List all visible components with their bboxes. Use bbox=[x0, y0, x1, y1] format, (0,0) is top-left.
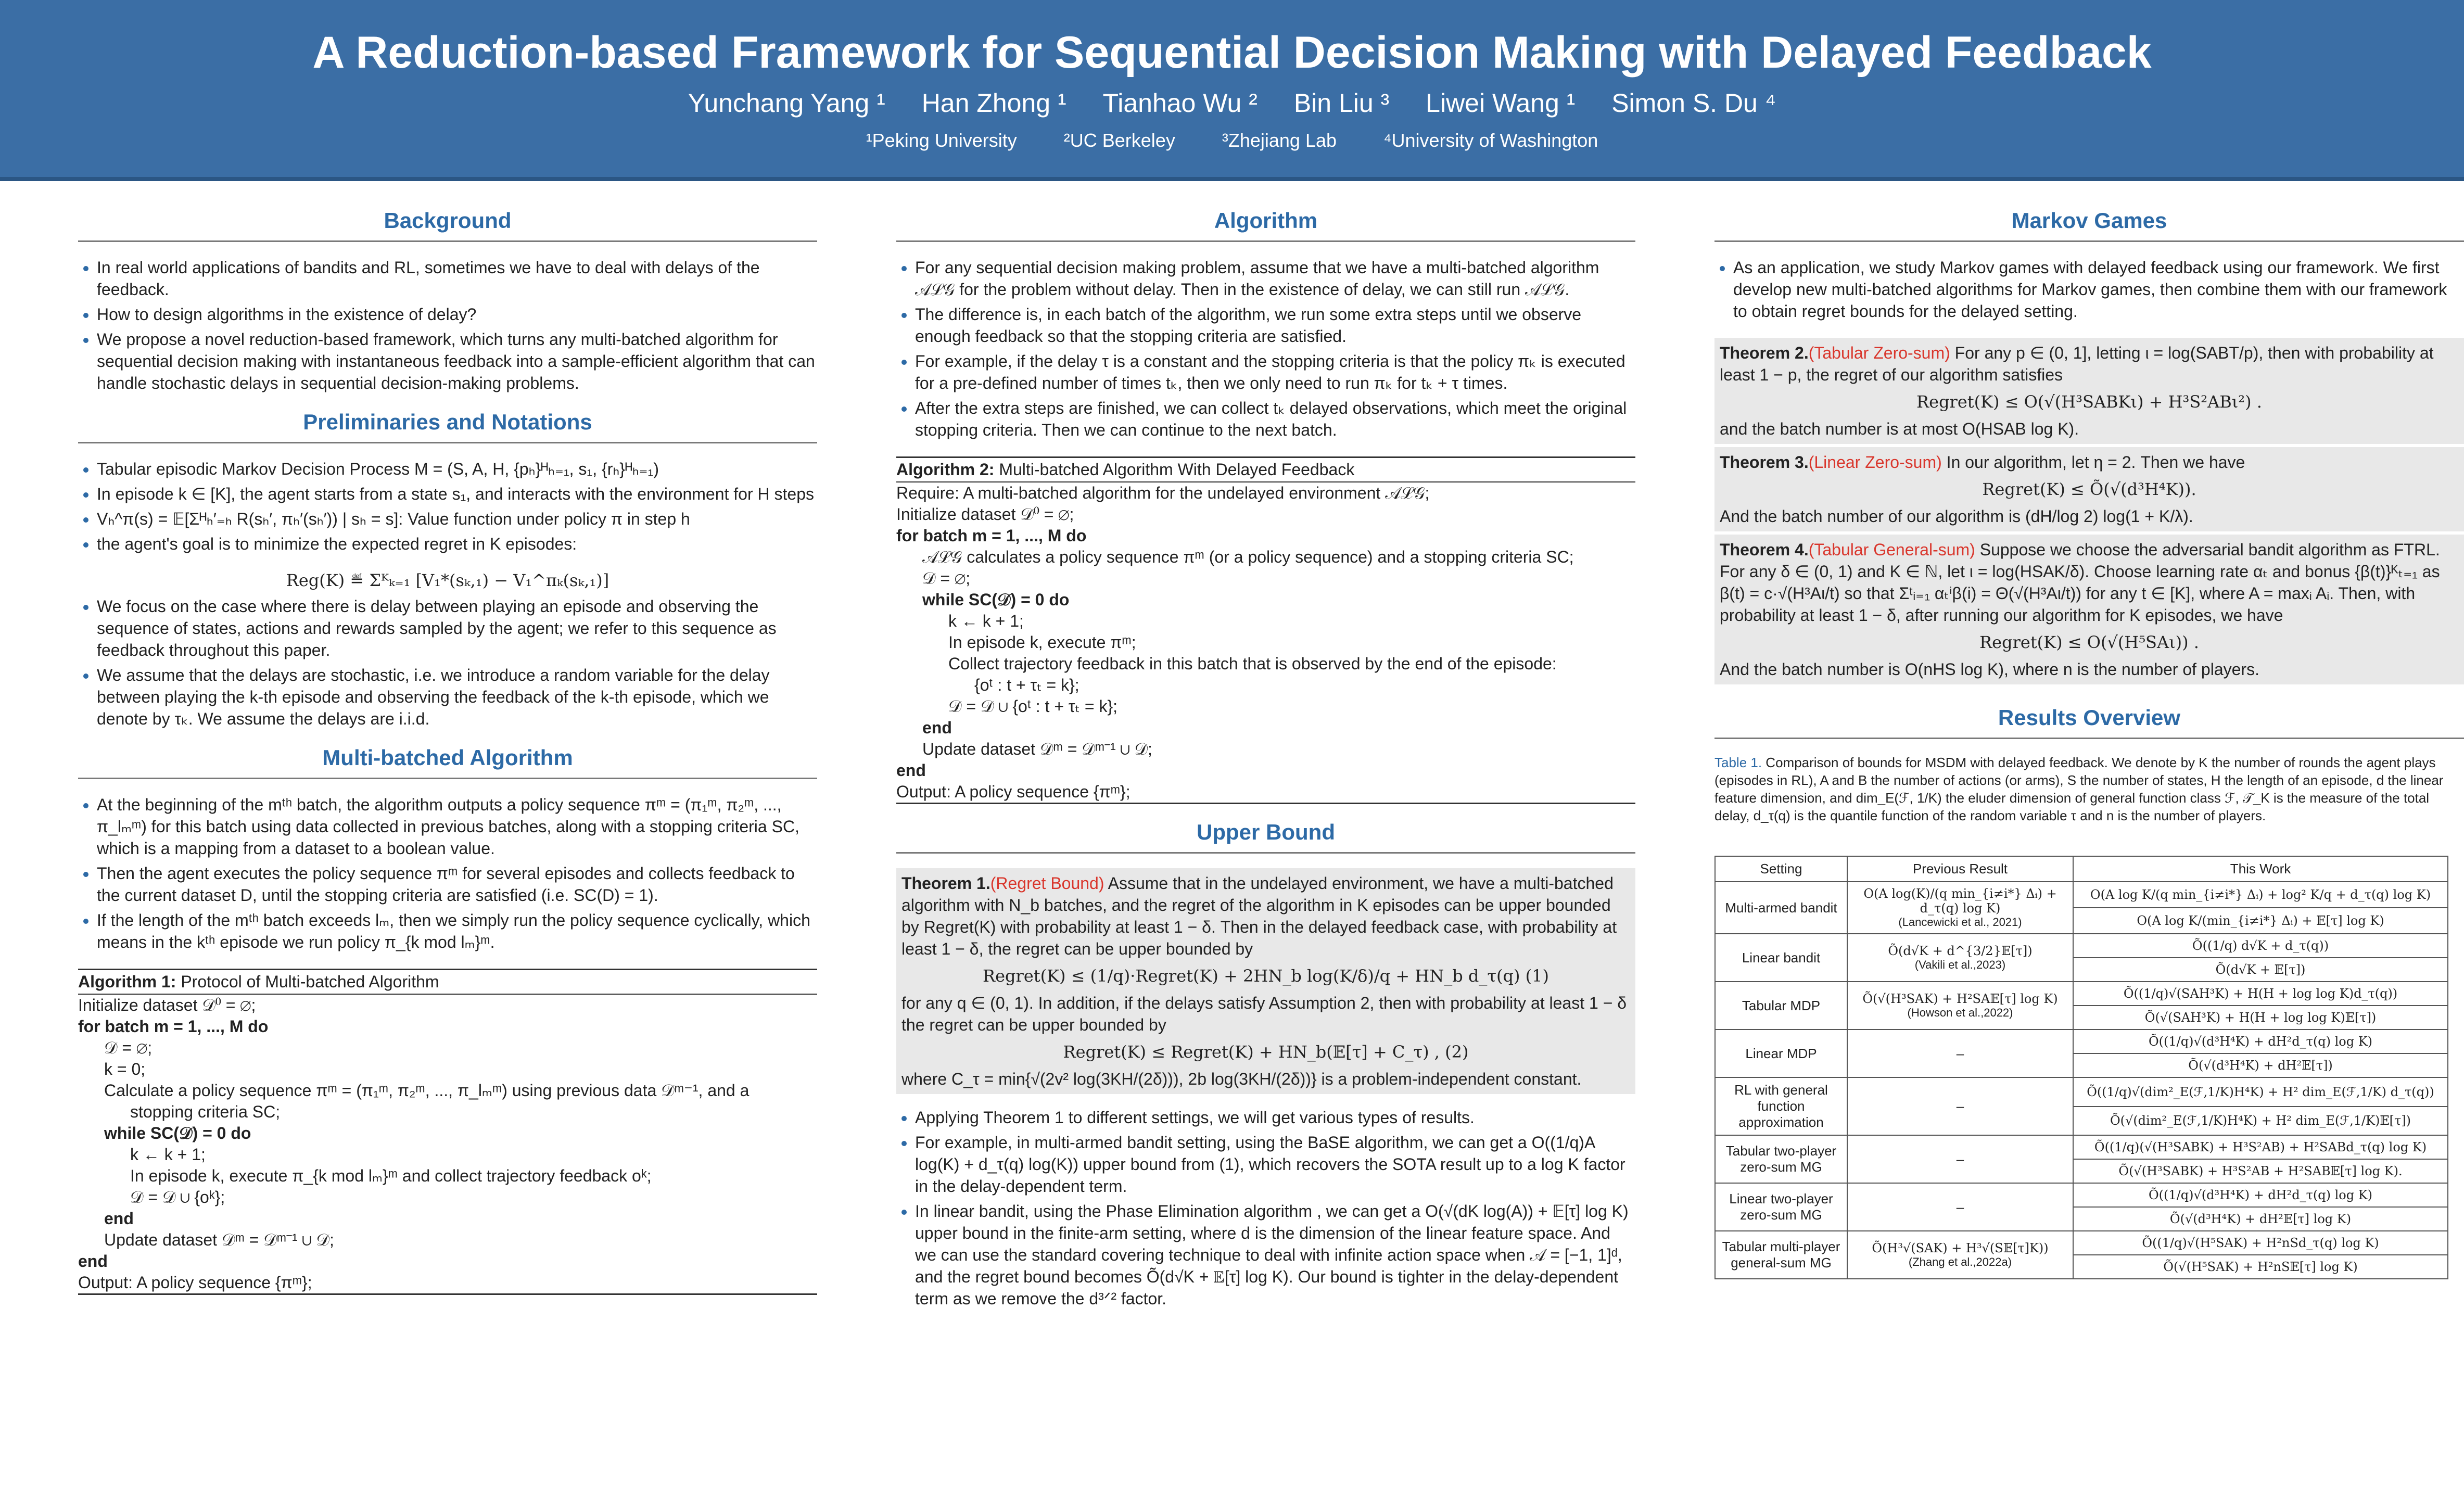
equation-2: Regret(K) ≤ Regret(K) + HN_b(𝔼[τ] + C_τ) , (2) bbox=[1063, 1042, 1469, 1062]
algorithm-line: for batch m = 1, ..., M do bbox=[78, 1017, 269, 1036]
theorem-text: where C_τ = min{√(2v² log(3KH/(2δ))), 2b log(3KH/(2δ))} is a problem-independent constant. bbox=[901, 1070, 1582, 1088]
table-row bbox=[1715, 1135, 2448, 1159]
list-item: • We assume that the delays are stochastic, i.e. we introduce a random variable for the delay between playing the k-th episode and observing the feedback of the k-th episode, which we denote by τₖ. We assume the delays are i.i.d. bbox=[97, 664, 817, 730]
algorithm-line: Collect trajectory feedback in this batch that is observed by the end of the episode: bbox=[948, 654, 1557, 673]
this-work-cell: Õ((1/q) d√K + d_τ(q)) bbox=[2073, 934, 2448, 958]
previous-result-cell bbox=[1847, 1231, 2073, 1279]
theorem-4-box bbox=[1714, 535, 2464, 684]
table-row bbox=[1715, 1231, 2448, 1255]
list-item: • For any sequential decision making problem, assume that we have a multi-batched algorithm 𝒜ℒ𝒢 for the problem without delay. Then in the existence of delay, we can still run 𝒜ℒ𝒢. bbox=[915, 257, 1635, 300]
table-row bbox=[1715, 934, 2448, 958]
algorithm-line: Output: A policy sequence {πᵐ}; bbox=[78, 1273, 312, 1292]
previous-result-ref: (Howson et al.,2022) bbox=[1907, 1006, 2013, 1019]
previous-result-cell: – bbox=[1847, 1135, 2073, 1183]
list-item: • Vₕ^π(s) = 𝔼[Σᴴₕ′₌ₕ R(sₕ′, πₕ′(sₕ′)) | sₕ = s]: Value function under policy π in step h bbox=[97, 508, 817, 530]
previous-result-cell: – bbox=[1847, 1030, 2073, 1077]
setting-cell: Linear two-player zero-sum MG bbox=[1715, 1183, 1847, 1231]
this-work-cell: Õ(√(H³SABK) + H³S²AB + H²SAB𝔼[τ] log K). bbox=[2073, 1159, 2448, 1183]
multibatch-list bbox=[78, 794, 817, 953]
this-work-cell: Õ((1/q)√(dim²_E(ℱ,1/K)H⁴K) + H² dim_E(ℱ,1/K) d_τ(q)) bbox=[2073, 1077, 2448, 1107]
list-item: • At the beginning of the mᵗʰ batch, the algorithm outputs a policy sequence πᵐ = (π₁ᵐ, π₂ᵐ, ..., π_lₘᵐ) for this batch using data collected in previous batches, along with a stopping criteria SC, which is a mapping from a dataset to a boolean value. bbox=[97, 794, 817, 859]
upper-bound-list bbox=[896, 1107, 1635, 1310]
algorithm-line: while SC(𝒟) = 0 do bbox=[922, 590, 1070, 609]
algorithm-line: Update dataset 𝒟ᵐ = 𝒟ᵐ⁻¹ ∪ 𝒟; bbox=[104, 1230, 334, 1249]
this-work-cell: Õ(d√K + 𝔼[τ]) bbox=[2073, 958, 2448, 982]
algorithm-line: Calculate a policy sequence πᵐ = (π₁ᵐ, π₂ᵐ, ..., π_lₘᵐ) using previous data 𝒟ᵐ⁻¹, and a bbox=[104, 1081, 750, 1100]
algorithm-1-header bbox=[78, 970, 817, 995]
algorithm-line: Initialize dataset 𝒟⁰ = ∅; bbox=[896, 505, 1074, 524]
this-work-cell: Õ((1/q)√(d³H⁴K) + dH²d_τ(q) log K) bbox=[2073, 1030, 2448, 1053]
regret-equation: Reg(K) ≝ Σᴷₖ₌₁ [V₁*(sₖ,₁) − V₁^πₖ(sₖ,₁)] bbox=[286, 570, 609, 590]
list-item: • As an application, we study Markov games with delayed feedback using our framework. We first develop new multi-batched algorithms for Markov games, then combine them with our framework to obtain regret bounds for the delayed setting. bbox=[1733, 257, 2464, 322]
this-work-cell: O(A log K/(q min_{i≠i*} Δᵢ) + log² K/q + d_τ(q) log K) bbox=[2073, 882, 2448, 908]
theorem-text: and the batch number is at most O(HSAB log K). bbox=[1720, 420, 2079, 438]
previous-result-ref: (Vakili et al.,2023) bbox=[1914, 958, 2006, 971]
algorithm-line: In episode k, execute πᵐ; bbox=[948, 633, 1136, 652]
previous-result-cell bbox=[1847, 982, 2073, 1030]
affiliation: ²UC Berkeley bbox=[1063, 130, 1175, 151]
theorem-equation: Regret(K) ≤ Õ(√(d³H⁴K)). bbox=[1982, 479, 2196, 499]
affiliation-list bbox=[0, 130, 2464, 151]
theorem-text: In our algorithm, let η = 2. Then we have bbox=[1941, 453, 2245, 472]
column-right bbox=[1714, 208, 2464, 1478]
column-header: Previous Result bbox=[1847, 856, 2073, 882]
markov-title: Markov Games bbox=[1714, 208, 2464, 242]
theorem-label: Theorem 1. bbox=[901, 874, 990, 893]
table-row bbox=[1715, 1077, 2448, 1107]
algorithm-line: 𝒟 = 𝒟 ∪ {oᵏ}; bbox=[130, 1188, 225, 1206]
algorithm-line: for batch m = 1, ..., M do bbox=[896, 526, 1087, 545]
algorithm-line: end bbox=[78, 1252, 108, 1271]
theorem-3-box bbox=[1714, 447, 2464, 531]
column-middle bbox=[896, 208, 1635, 1478]
algorithm-label: Algorithm 2: bbox=[896, 460, 995, 479]
previous-result: Õ(√(H³SAK) + H²SA𝔼[τ] log K) bbox=[1862, 992, 2058, 1006]
poster-header bbox=[0, 0, 2464, 181]
multibatch-title: Multi-batched Algorithm bbox=[78, 745, 817, 779]
algorithm-line: k ← k + 1; bbox=[130, 1145, 206, 1164]
algorithm-name: Multi-batched Algorithm With Delayed Feedback bbox=[999, 460, 1355, 479]
theorem-1-box bbox=[896, 868, 1635, 1094]
previous-result: O(A log(K)/(q min_{i≠i*} Δᵢ) + d_τ(q) log K) bbox=[1863, 886, 2057, 916]
list-item: • We propose a novel reduction-based framework, which turns any multi-batched algorithm for sequential decision making with instantaneous feedback into a sample-efficient algorithm that can handle stochastic delays in sequential decision-making problems. bbox=[97, 328, 817, 394]
list-item: • Tabular episodic Markov Decision Process M = (S, A, H, {pₕ}ᴴₕ₌₁, s₁, {rₕ}ᴴₕ₌₁) bbox=[97, 458, 817, 480]
algorithm-2-header bbox=[896, 458, 1635, 482]
column-header: Setting bbox=[1715, 856, 1847, 882]
previous-result-cell: – bbox=[1847, 1183, 2073, 1231]
list-item: • In real world applications of bandits and RL, sometimes we have to deal with delays of the feedback. bbox=[97, 257, 817, 300]
algorithm-name: Protocol of Multi-batched Algorithm bbox=[181, 972, 439, 991]
previous-result-ref: (Lancewicki et al., 2021) bbox=[1898, 916, 2022, 929]
background-title: Background bbox=[78, 208, 817, 242]
table-row bbox=[1715, 882, 2448, 908]
algorithm-line: Initialize dataset 𝒟⁰ = ∅; bbox=[78, 996, 256, 1014]
algorithm-title: Algorithm bbox=[896, 208, 1635, 242]
theorem-equation: Regret(K) ≤ O(√(H³SABKι) + H³S²ABι²) . bbox=[1916, 392, 2262, 412]
algorithm-line: 𝒟 = ∅; bbox=[104, 1038, 153, 1057]
author: Tianhao Wu ² bbox=[1102, 88, 1258, 118]
this-work-cell: Õ(√(SAH³K) + H(H + log log K)𝔼[τ]) bbox=[2073, 1006, 2448, 1030]
author: Bin Liu ³ bbox=[1293, 88, 1390, 118]
this-work-cell: Õ((1/q)√(SAH³K) + H(H + log log K)d_τ(q)) bbox=[2073, 982, 2448, 1006]
previous-result-cell bbox=[1847, 882, 2073, 934]
algorithm-line: Require: A multi-batched algorithm for the undelayed environment 𝒜ℒ𝒢; bbox=[896, 484, 1430, 502]
algorithm-line: stopping criteria SC; bbox=[130, 1102, 281, 1121]
table-row bbox=[1715, 1183, 2448, 1207]
column-left bbox=[78, 208, 817, 1478]
this-work-cell: O(A log K/(min_{i≠i*} Δᵢ) + 𝔼[τ] log K) bbox=[2073, 908, 2448, 934]
algorithm-line: end bbox=[922, 718, 952, 737]
this-work-cell: Õ(√(H⁵SAK) + H²nS𝔼[τ] log K) bbox=[2073, 1255, 2448, 1279]
algorithm-line: end bbox=[896, 761, 926, 780]
this-work-cell: Õ((1/q)√(H⁵SAK) + H²nSd_τ(q) log K) bbox=[2073, 1231, 2448, 1255]
this-work-cell: Õ((1/q)√(d³H⁴K) + dH²d_τ(q) log K) bbox=[2073, 1183, 2448, 1207]
algorithm-line: 𝒟 = ∅; bbox=[922, 569, 971, 588]
previous-result-ref: (Zhang et al.,2022a) bbox=[1908, 1255, 2012, 1268]
prelim-list-2 bbox=[78, 595, 817, 730]
poster-title: A Reduction-based Framework for Sequential Decision Making with Delayed Feedback bbox=[312, 28, 2152, 78]
theorem-text: For any p ∈ (0, 1], letting ι = log(SABT/p), then with probability at least 1 − p, the regret of our algorithm satisfies bbox=[1720, 344, 2434, 384]
list-item: • Applying Theorem 1 to different settings, we will get various types of results. bbox=[915, 1107, 1635, 1128]
this-work-cell: Õ(√(d³H⁴K) + dH²𝔼[τ]) bbox=[2073, 1053, 2448, 1077]
list-item: • If the length of the mᵗʰ batch exceeds lₘ, then we simply run the policy sequence cyclically, which means in the kᵗʰ episode we run policy π_{k mod lₘ}ᵐ. bbox=[97, 909, 817, 953]
column-header: This Work bbox=[2073, 856, 2448, 882]
algorithm-line: 𝒟 = 𝒟 ∪ {oᵗ : t + τₜ = k}; bbox=[948, 697, 1118, 716]
algorithm-line: k = 0; bbox=[104, 1060, 146, 1078]
list-item: • How to design algorithms in the existence of delay? bbox=[97, 303, 817, 325]
algorithm-line: Output: A policy sequence {πᵐ}; bbox=[896, 782, 1131, 801]
theorem-name: (Tabular Zero-sum) bbox=[1808, 344, 1950, 362]
results-table bbox=[1714, 856, 2448, 1279]
list-item: • For example, if the delay τ is a constant and the stopping criteria is that the policy πₖ is executed for a pre-defined number of times tₖ, then we only need to run πₖ for tₖ + τ times. bbox=[915, 350, 1635, 394]
prelim-title: Preliminaries and Notations bbox=[78, 410, 817, 443]
setting-cell: Tabular MDP bbox=[1715, 982, 1847, 1030]
prelim-list bbox=[78, 458, 817, 555]
list-item: • After the extra steps are finished, we can collect tₖ delayed observations, which meet the original stopping criteria. Then we can continue to the next batch. bbox=[915, 397, 1635, 441]
theorem-text: And the batch number is O(nHS log K), where n is the number of players. bbox=[1720, 660, 2259, 679]
algorithm-line: end bbox=[104, 1209, 134, 1228]
algorithm-list bbox=[896, 257, 1635, 441]
list-item: • We focus on the case where there is delay between playing an episode and observing the sequence of states, actions and rewards sampled by the agent; we refer to this sequence as feedback throughout this paper. bbox=[97, 595, 817, 661]
affiliation: ¹Peking University bbox=[866, 130, 1017, 151]
algorithm-line: 𝒜ℒ𝒢 calculates a policy sequence πᵐ (or a policy sequence) and a stopping criteria SC; bbox=[922, 548, 1574, 566]
author: Han Zhong ¹ bbox=[921, 88, 1066, 118]
affiliation: ³Zhejiang Lab bbox=[1222, 130, 1337, 151]
affiliation: ⁴University of Washington bbox=[1383, 130, 1598, 151]
list-item: • In episode k ∈ [K], the agent starts from a state s₁, and interacts with the environment for H steps bbox=[97, 483, 817, 505]
algorithm-2-box bbox=[896, 456, 1635, 804]
list-item: • For example, in multi-armed bandit setting, using the BaSE algorithm, we can get a O((1/q)A log(K) + d_τ(q) log(K)) upper bound from (1), which recovers the SOTA result up to a log K factor in the delay-dependent term. bbox=[915, 1132, 1635, 1197]
setting-cell: Multi-armed bandit bbox=[1715, 882, 1847, 934]
setting-cell: RL with general function approximation bbox=[1715, 1077, 1847, 1135]
markov-list bbox=[1714, 257, 2464, 322]
theorem-label: Theorem 4. bbox=[1720, 540, 1809, 559]
previous-result-cell bbox=[1847, 934, 2073, 982]
author: Yunchang Yang ¹ bbox=[688, 88, 885, 118]
theorem-name: (Tabular General-sum) bbox=[1808, 540, 1975, 559]
this-work-cell: Õ((1/q)(√(H³SABK) + H³S²AB) + H²SABd_τ(q) log K) bbox=[2073, 1135, 2448, 1159]
previous-result-cell: – bbox=[1847, 1077, 2073, 1135]
table-row bbox=[1715, 1030, 2448, 1053]
theorem-text: And the batch number of our algorithm is (dH/log 2) log(1 + K/λ). bbox=[1720, 507, 2193, 526]
setting-cell: Tabular two-player zero-sum MG bbox=[1715, 1135, 1847, 1183]
list-item: • the agent's goal is to minimize the expected regret in K episodes: bbox=[97, 533, 817, 555]
caption-text: Comparison of bounds for MSDM with delayed feedback. We denote by K the number of rounds the agent plays (episodes in RL), A and B the number of actions (or arms), S the number of states, H the length of an episode, d the linear feature dimension, and dim_E(ℱ, 1/K) the eluder dimension of general function class ℱ, 𝒯_K is the measure of the total delay, d_τ(q) is the quantile function of the random variable τ and n is the number of players. bbox=[1714, 755, 2444, 823]
algorithm-line: while SC(𝒟) = 0 do bbox=[104, 1124, 251, 1142]
table-header-row bbox=[1715, 856, 2448, 882]
theorem-name: (Regret Bound) bbox=[990, 874, 1104, 893]
previous-result: Õ(d√K + d^{3/2}𝔼[τ]) bbox=[1888, 944, 2033, 958]
table-caption bbox=[1714, 754, 2464, 824]
theorem-text: Suppose we choose the adversarial bandit algorithm as FTRL. For any δ ∈ (0, 1) and K ∈ ℕ, let ι = log(HSAK/δ). Choose learning rate αₜ and bonus {β(t)}ᴷₜ₌₁ as β(t) = c·√(H³Aι/t) so that Σᵗᵢ₌₁ αₜⁱβ(i) = Θ(√(H³Aι/t)) for any t ∈ [K], where A = maxᵢ Aᵢ. Then, with probability at least 1 − δ, after running our algorithm for K episodes, we have bbox=[1720, 540, 2440, 625]
list-item: • In linear bandit, using the Phase Elimination algorithm , we can get a O(√(dK log(A)) + 𝔼[τ] log K) upper bound in the finite-arm setting, where d is the dimension of the linear feature space. And we can use the standard covering technique to deal with infinite action space when 𝒜 = [−1, 1]ᵈ, and the regret bound becomes Õ(d√K + 𝔼[τ] log K). Our bound is tighter in the delay-dependent term as we remove the d³ᐟ² factor. bbox=[915, 1200, 1635, 1310]
algorithm-line: Update dataset 𝒟ᵐ = 𝒟ᵐ⁻¹ ∪ 𝒟; bbox=[922, 740, 1152, 758]
previous-result: Õ(H³√(SAK) + H³√(S𝔼[τ]K)) bbox=[1872, 1241, 2049, 1255]
algorithm-line: {oᵗ : t + τₜ = k}; bbox=[974, 676, 1079, 694]
theorem-2-box bbox=[1714, 338, 2464, 444]
author: Simon S. Du ⁴ bbox=[1611, 88, 1776, 118]
theorem-text: Assume that in the undelayed environment, we have a multi-batched algorithm with N_b batches, and the regret of the algorithm in K episodes can be upper bounded by Regret(K) with probability at least 1 − δ. Then in the delayed feedback case, with probability at least 1 − δ, the regret can be upper bounded by bbox=[901, 874, 1617, 958]
equation-1: Regret(K) ≤ (1/q)·Regret(K) + 2HN_b log(K/δ)/q + HN_b d_τ(q) (1) bbox=[983, 966, 1549, 986]
algorithm-line: k ← k + 1; bbox=[948, 612, 1024, 630]
theorem-label: Theorem 2. bbox=[1720, 344, 1809, 362]
caption-label: Table 1. bbox=[1714, 755, 1762, 770]
setting-cell: Tabular multi-player general-sum MG bbox=[1715, 1231, 1847, 1279]
background-list bbox=[78, 257, 817, 394]
theorem-label: Theorem 3. bbox=[1720, 453, 1809, 472]
theorem-text: for any q ∈ (0, 1). In addition, if the delays satisfy Assumption 2, then with probability at least 1 − δ the regret can be upper bounded by bbox=[901, 994, 1627, 1034]
upper-bound-title: Upper Bound bbox=[896, 820, 1635, 854]
this-work-cell: Õ(√(dim²_E(ℱ,1/K)H⁴K) + H² dim_E(ℱ,1/K)𝔼[τ]) bbox=[2073, 1107, 2448, 1136]
table-row bbox=[1715, 982, 2448, 1006]
list-item: • Then the agent executes the policy sequence πᵐ for several episodes and collects feedback to the current dataset D, until the stopping criteria are satisfied (i.e. SC(D) = 1). bbox=[97, 862, 817, 906]
results-title: Results Overview bbox=[1714, 705, 2464, 739]
algorithm-label: Algorithm 1: bbox=[78, 972, 176, 991]
author-list bbox=[0, 88, 2464, 118]
author: Liwei Wang ¹ bbox=[1426, 88, 1576, 118]
theorem-equation: Regret(K) ≤ O(√(H⁵SAι)) . bbox=[1979, 632, 2199, 652]
theorem-name: (Linear Zero-sum) bbox=[1808, 453, 1942, 472]
setting-cell: Linear bandit bbox=[1715, 934, 1847, 982]
this-work-cell: Õ(√(d³H⁴K) + dH²𝔼[τ] log K) bbox=[2073, 1207, 2448, 1231]
algorithm-line: In episode k, execute π_{k mod lₘ}ᵐ and collect trajectory feedback oᵏ; bbox=[130, 1166, 652, 1185]
setting-cell: Linear MDP bbox=[1715, 1030, 1847, 1077]
list-item: • The difference is, in each batch of the algorithm, we run some extra steps until we observe enough feedback so that the stopping criteria are satisfied. bbox=[915, 303, 1635, 347]
algorithm-1-box bbox=[78, 969, 817, 1295]
